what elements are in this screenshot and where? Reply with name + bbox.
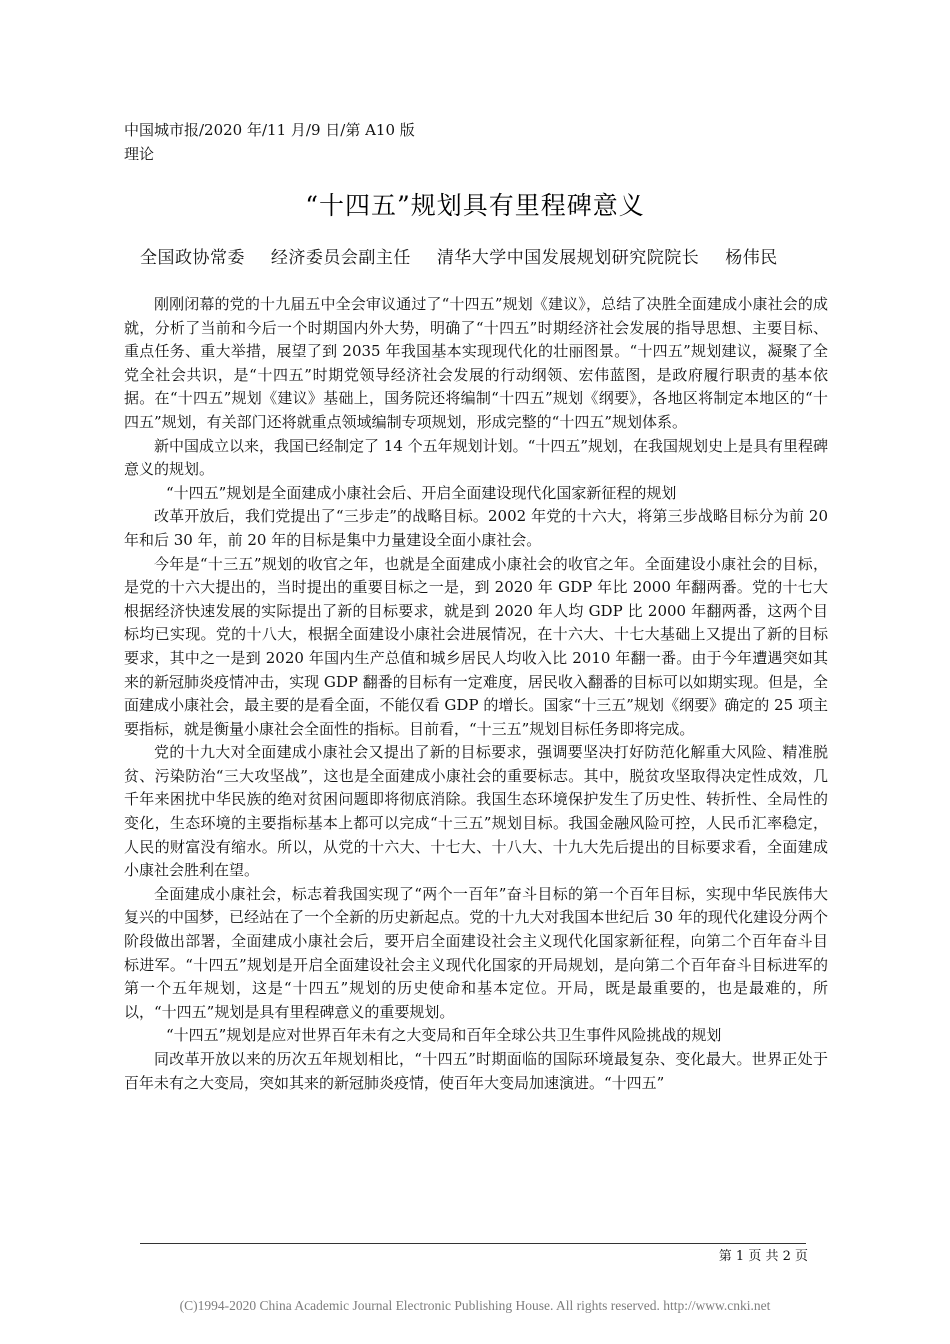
author-name: 杨伟民	[725, 248, 778, 268]
paragraph: 今年是“十三五”规划的收官之年，也就是全面建成小康社会的收官之年。全面建设小康社会的目标，是党的十六大提出的，当时提出的重要目标之一是，到 2020 年 GDP 年比 2000 年翻两番。党的十七大根据经济快速发展的实际提出了新的目标要求，就是到 2020 年人均 GDP 比 2000 年翻两番，这两个目标均已实现。党的十八大，根据全面建设小康社会进展情况，在十六大、十七大基础上又提出了新的目标要求，其中之一是到 2020 年国内生产总值和城乡居民人均收入比 2010 年翻一番。由于今年遭遇突如其来的新冠肺炎疫情冲击，实现 GDP 翻番的目标有一定难度，居民收入翻番的目标可以如期实现。但是，全面建成小康社会，最主要的是看全面，不能仅看 GDP 的增长。国家“十三五”规划《纲要》确定的 25 项主要指标，就是衡量小康社会全面性的指标。目前看，“十三五”规划目标任务即将完成。	[124, 554, 828, 738]
author-title-1: 全国政协常委	[140, 248, 245, 268]
author-title-2: 经济委员会副主任	[270, 248, 411, 268]
page-indicator: 第 1 页 共 2 页	[718, 1249, 808, 1264]
section-subheading: “十四五”规划是全面建成小康社会后、开启全面建设现代化国家新征程的规划	[166, 483, 677, 502]
copyright-watermark: (C)1994-2020 China Academic Journal Electronic Publishing House. All rights reserved. http://www.cnki.net	[179, 1298, 771, 1313]
author-line	[140, 246, 778, 270]
section-label: 理论	[124, 145, 155, 163]
source-info	[124, 118, 415, 166]
paragraph: 全面建成小康社会，标志着我国实现了“两个一百年”奋斗目标的第一个百年目标，实现中华民族伟大复兴的中国梦，已经站在了一个全新的历史新起点。党的十九大对我国本世纪后 30 年的现代化建设分两个阶段做出部署，全面建成小康社会后，要开启全面建设社会主义现代化国家新征程，向第二个百年奋斗目标进军。“十四五”规划是开启全面建设社会主义现代化国家的开局规划，是向第二个百年奋斗目标进军的第一个五年规划，这是“十四五”规划的历史使命和基本定位。开局，既是最重要的，也是最难的，所以，“十四五”规划是具有里程碑意义的重要规划。	[124, 884, 828, 1021]
article-body	[124, 293, 828, 1095]
paragraph: 同改革开放以来的历次五年规划相比，“十四五”时期面临的国际环境最复杂、变化最大。世界正处于百年未有之大变局，突如其来的新冠肺炎疫情，使百年大变局加速演进。“十四五”	[124, 1050, 828, 1092]
paragraph: 刚刚闭幕的党的十九届五中全会审议通过了“十四五”规划《建议》，总结了决胜全面建成小康社会的成就，分析了当前和今后一个时期国内外大势，明确了“十四五”时期经济社会发展的指导思想、主要目标、重点任务、重大举措，展望了到 2035 年我国基本实现现代化的壮丽图景。“十四五”规划建议，凝聚了全党全社会共识，是“十四五”时期党领导经济社会发展的行动纲领、宏伟蓝图，是政府履行职责的基本依据。在“十四五”规划《建议》基础上，国务院还将编制“十四五”规划《纲要》，各地区将制定本地区的“十四五”规划，有关部门还将就重点领域编制专项规划，形成完整的“十四五”规划体系。	[124, 295, 828, 431]
source-line: 中国城市报/2020 年/11 月/9 日/第 A10 版	[124, 121, 415, 139]
section-subheading: “十四五”规划是应对世界百年未有之大变局和百年全球公共卫生事件风险挑战的规划	[166, 1026, 722, 1045]
author-title-3: 清华大学中国发展规划研究院院长	[436, 248, 700, 268]
article-title: “十四五”规划具有里程碑意义	[305, 191, 645, 220]
paragraph: 党的十九大对全面建成小康社会又提出了新的目标要求，强调要坚决打好防范化解重大风险、精准脱贫、污染防治“三大攻坚战”，这也是全面建成小康社会的重要标志。其中，脱贫攻坚取得决定性成效，几千年来困扰中华民族的绝对贫困问题即将彻底消除。我国生态环境保护发生了历史性、转折性、全局性的变化，生态环境的主要指标基本上都可以完成“十三五”规划目标。我国金融风险可控，人民币汇率稳定，人民的财富没有缩水。所以，从党的十六大、十七大、十八大、十九大先后提出的目标要求看，全面建成小康社会胜利在望。	[124, 743, 828, 880]
paragraph: 新中国成立以来，我国已经制定了 14 个五年规划计划。“十四五”规划，在我国规划史上是具有里程碑意义的规划。	[124, 436, 828, 479]
paragraph: 改革开放后，我们党提出了“三步走”的战略目标。2002 年党的十六大，将第三步战略目标分为前 20 年和后 30 年，前 20 年的目标是集中力量建设全面小康社会。	[124, 507, 828, 549]
footer-divider	[140, 1243, 806, 1244]
